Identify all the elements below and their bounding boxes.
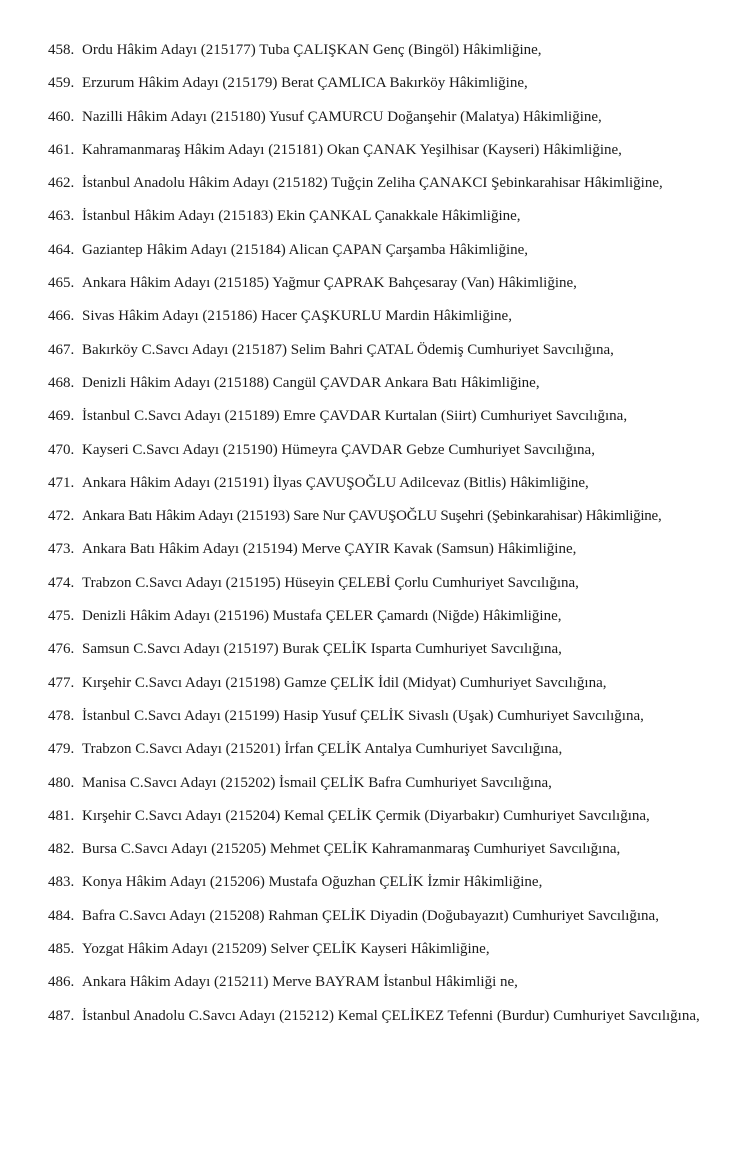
item-text: Trabzon C.Savcı Adayı (215195) Hüseyin ÇELEBİ Çorlu Cumhuriyet Savcılığına, xyxy=(82,574,579,591)
list-item xyxy=(48,906,738,939)
item-text: Ankara Hâkim Adayı (215185) Yağmur ÇAPRAK Bahçesaray (Van) Hâkimliğine, xyxy=(82,275,577,292)
item-text: İstanbul C.Savcı Adayı (215189) Emre ÇAVDAR Kurtalan (Siirt) Cumhuriyet Savcılığına, xyxy=(82,408,628,425)
item-number: 472. xyxy=(48,508,75,525)
item-number: 473. xyxy=(48,541,75,558)
item-number: 484. xyxy=(48,907,75,924)
item-number: 479. xyxy=(48,741,75,758)
item-number: 482. xyxy=(48,841,75,858)
list-item xyxy=(48,240,738,273)
item-text: İstanbul C.Savcı Adayı (215199) Hasip Yusuf ÇELİK Sivaslı (Uşak) Cumhuriyet Savcılığına, xyxy=(82,707,644,724)
appointment-list xyxy=(48,40,738,1070)
item-number: 464. xyxy=(48,241,75,258)
item-text: Ankara Hâkim Adayı (215211) Merve BAYRAM İstanbul Hâkimliği ne, xyxy=(82,974,518,991)
item-number: 486. xyxy=(48,974,75,991)
list-item xyxy=(48,73,738,106)
list-item xyxy=(48,539,738,572)
list-item xyxy=(48,839,738,872)
list-item xyxy=(48,639,738,672)
item-text: Bakırköy C.Savcı Adayı (215187) Selim Bahri ÇATAL Ödemiş Cumhuriyet Savcılığına, xyxy=(82,341,614,358)
item-number: 468. xyxy=(48,374,75,391)
item-text: Kayseri C.Savcı Adayı (215190) Hümeyra ÇAVDAR Gebze Cumhuriyet Savcılığına, xyxy=(82,441,595,458)
item-number: 469. xyxy=(48,408,75,425)
item-text: Sivas Hâkim Adayı (215186) Hacer ÇAŞKURLU Mardin Hâkimliğine, xyxy=(82,308,512,325)
item-number: 471. xyxy=(48,474,75,491)
list-item xyxy=(48,939,738,972)
item-number: 481. xyxy=(48,807,75,824)
list-item xyxy=(48,606,738,639)
list-item xyxy=(48,206,738,239)
item-number: 477. xyxy=(48,674,75,691)
item-text: Ordu Hâkim Adayı (215177) Tuba ÇALIŞKAN Genç (Bingöl) Hâkimliğine, xyxy=(82,42,542,58)
list-item xyxy=(48,340,738,373)
item-number: 470. xyxy=(48,441,75,458)
item-number: 458. xyxy=(48,42,75,58)
item-number: 487. xyxy=(48,1007,75,1024)
list-item xyxy=(48,373,738,406)
item-number: 460. xyxy=(48,108,75,125)
item-text: Kahramanmaraş Hâkim Adayı (215181) Okan ÇANAK Yeşilhisar (Kayseri) Hâkimliğine, xyxy=(82,141,622,158)
list-item xyxy=(48,506,738,539)
item-text: Ankara Batı Hâkim Adayı (215193) Sare Nur ÇAVUŞOĞLU Suşehri (Şebinkarahisar) Hâkimliğine, xyxy=(82,508,662,525)
list-item xyxy=(48,107,738,140)
item-text: İstanbul Anadolu Hâkim Adayı (215182) Tuğçin Zeliha ÇANAKCI Şebinkarahisar Hâkimliğine, xyxy=(82,175,663,192)
list-item xyxy=(48,872,738,905)
list-item xyxy=(48,806,738,839)
item-text: Nazilli Hâkim Adayı (215180) Yusuf ÇAMURCU Doğanşehir (Malatya) Hâkimliğine, xyxy=(82,108,602,125)
list-item xyxy=(48,773,738,806)
list-item xyxy=(48,273,738,306)
list-item xyxy=(48,440,738,473)
item-number: 462. xyxy=(48,175,75,192)
item-text: Erzurum Hâkim Adayı (215179) Berat ÇAMLICA Bakırköy Hâkimliğine, xyxy=(82,75,528,92)
list-item xyxy=(48,473,738,506)
item-number: 459. xyxy=(48,75,75,92)
item-text: Ankara Hâkim Adayı (215191) İlyas ÇAVUŞOĞLU Adilcevaz (Bitlis) Hâkimliğine, xyxy=(82,474,589,491)
list-item xyxy=(48,40,738,73)
list-item xyxy=(48,1006,738,1070)
item-number: 485. xyxy=(48,941,75,958)
list-item xyxy=(48,140,738,173)
item-text: Ankara Batı Hâkim Adayı (215194) Merve ÇAYIR Kavak (Samsun) Hâkimliğine, xyxy=(82,541,577,558)
list-item xyxy=(48,406,738,439)
item-text: İstanbul Hâkim Adayı (215183) Ekin ÇANKAL Çanakkale Hâkimliğine, xyxy=(82,208,521,225)
list-item xyxy=(48,173,738,206)
list-item xyxy=(48,739,738,772)
item-text: Manisa C.Savcı Adayı (215202) İsmail ÇELİK Bafra Cumhuriyet Savcılığına, xyxy=(82,774,552,791)
list-item xyxy=(48,306,738,339)
item-number: 478. xyxy=(48,707,75,724)
item-number: 475. xyxy=(48,608,75,625)
item-text: Kırşehir C.Savcı Adayı (215198) Gamze ÇELİK İdil (Midyat) Cumhuriyet Savcılığına, xyxy=(82,674,607,691)
item-text: Kırşehir C.Savcı Adayı (215204) Kemal ÇELİK Çermik (Diyarbakır) Cumhuriyet Savcılığına, xyxy=(82,807,650,824)
item-text: Konya Hâkim Adayı (215206) Mustafa Oğuzhan ÇELİK İzmir Hâkimliğine, xyxy=(82,874,543,891)
item-text: Denizli Hâkim Adayı (215188) Cangül ÇAVDAR Ankara Batı Hâkimliğine, xyxy=(82,374,540,391)
item-text: İstanbul Anadolu C.Savcı Adayı (215212) Kemal ÇELİKEZ Tefenni (Burdur) Cumhuriyet Savcılığına, xyxy=(82,1007,700,1024)
item-number: 480. xyxy=(48,774,75,791)
item-number: 467. xyxy=(48,341,75,358)
list-item xyxy=(48,673,738,706)
list-item xyxy=(48,706,738,739)
item-number: 474. xyxy=(48,574,75,591)
list-item xyxy=(48,573,738,606)
item-number: 466. xyxy=(48,308,75,325)
item-text: Samsun C.Savcı Adayı (215197) Burak ÇELİK Isparta Cumhuriyet Savcılığına, xyxy=(82,641,562,658)
item-number: 476. xyxy=(48,641,75,658)
item-text: Gaziantep Hâkim Adayı (215184) Alican ÇAPAN Çarşamba Hâkimliğine, xyxy=(82,241,529,258)
item-number: 461. xyxy=(48,141,75,158)
item-number: 463. xyxy=(48,208,75,225)
item-text: Trabzon C.Savcı Adayı (215201) İrfan ÇELİK Antalya Cumhuriyet Savcılığına, xyxy=(82,741,563,758)
item-text: Yozgat Hâkim Adayı (215209) Selver ÇELİK Kayseri Hâkimliğine, xyxy=(82,941,490,958)
item-text: Bafra C.Savcı Adayı (215208) Rahman ÇELİK Diyadin (Doğubayazıt) Cumhuriyet Savcılığına, xyxy=(82,907,659,924)
item-number: 465. xyxy=(48,275,75,292)
item-number: 483. xyxy=(48,874,75,891)
item-text: Bursa C.Savcı Adayı (215205) Mehmet ÇELİK Kahramanmaraş Cumhuriyet Savcılığına, xyxy=(82,841,621,858)
item-text: Denizli Hâkim Adayı (215196) Mustafa ÇELER Çamardı (Niğde) Hâkimliğine, xyxy=(82,608,562,625)
